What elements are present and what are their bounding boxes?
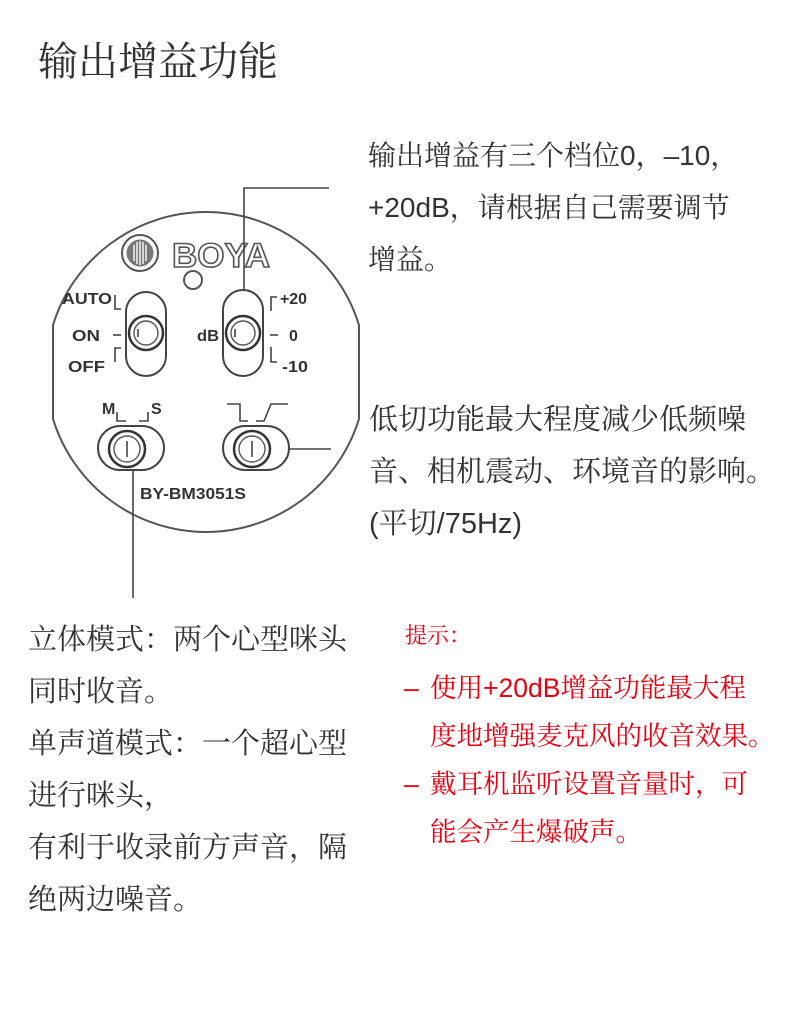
- tip-bullet: –: [404, 769, 419, 799]
- microphone-grille-icon: [122, 235, 158, 271]
- tip-item: [404, 760, 748, 856]
- lowcut-note-line: 低切功能最大程度减少低频噪: [369, 404, 747, 436]
- page-title: 输出增益功能: [38, 40, 278, 84]
- model-label: BY-BM3051S: [140, 486, 247, 503]
- lowcut-note: [369, 394, 775, 550]
- mode-note-line: 绝两边噪音。: [28, 884, 203, 916]
- mode-note-line: 单声道模式：一个超心型: [28, 728, 348, 760]
- tip-line: 能会产生爆破声。: [430, 817, 642, 847]
- gain-note-line: 增益。: [368, 244, 453, 275]
- lowcut-note-line: 音、相机震动、环境音的影响。: [369, 456, 776, 488]
- mode-note: [28, 614, 347, 926]
- lowcut-note-line: (平切/75Hz): [369, 508, 523, 540]
- gain-note: [368, 130, 738, 286]
- tip-bullet: –: [404, 673, 419, 703]
- brand-logo-text: BOYA: [172, 237, 270, 275]
- tip-item: [404, 664, 775, 760]
- gain-note-line: +20dB，请根据自己需要调节: [368, 192, 730, 223]
- mode-note-line: 立体模式：两个心型咪头: [28, 624, 348, 656]
- power-on-label: ON: [72, 328, 100, 345]
- tip-line: 使用+20dB增益功能最大程: [430, 673, 746, 703]
- mode-stereo-label: S: [151, 401, 162, 418]
- gain-unit-label: dB: [197, 328, 219, 345]
- power-auto-label: AUTO: [62, 291, 112, 308]
- gain-zero-label: 0: [289, 328, 298, 345]
- gain-plus20-label: +20: [280, 291, 308, 308]
- tip-line: 度地增强麦克风的收音效果。: [430, 721, 775, 751]
- mode-note-line: 进行咪头，: [28, 780, 174, 812]
- tip-line: 戴耳机监听设置音量时，可: [430, 769, 748, 799]
- tip-text: [404, 760, 748, 856]
- mode-note-line: 有利于收录前方声音，隔: [28, 832, 348, 864]
- mode-note-line: 同时收音。: [28, 676, 174, 708]
- tip-text: [404, 664, 775, 760]
- gain-note-line: 输出增益有三个档位0，–10，: [368, 140, 739, 171]
- gain-minus10-label: -10: [282, 359, 309, 376]
- power-off-label: OFF: [68, 359, 106, 376]
- mode-mono-label: M: [102, 401, 116, 418]
- tips-heading: 提示：: [405, 623, 472, 648]
